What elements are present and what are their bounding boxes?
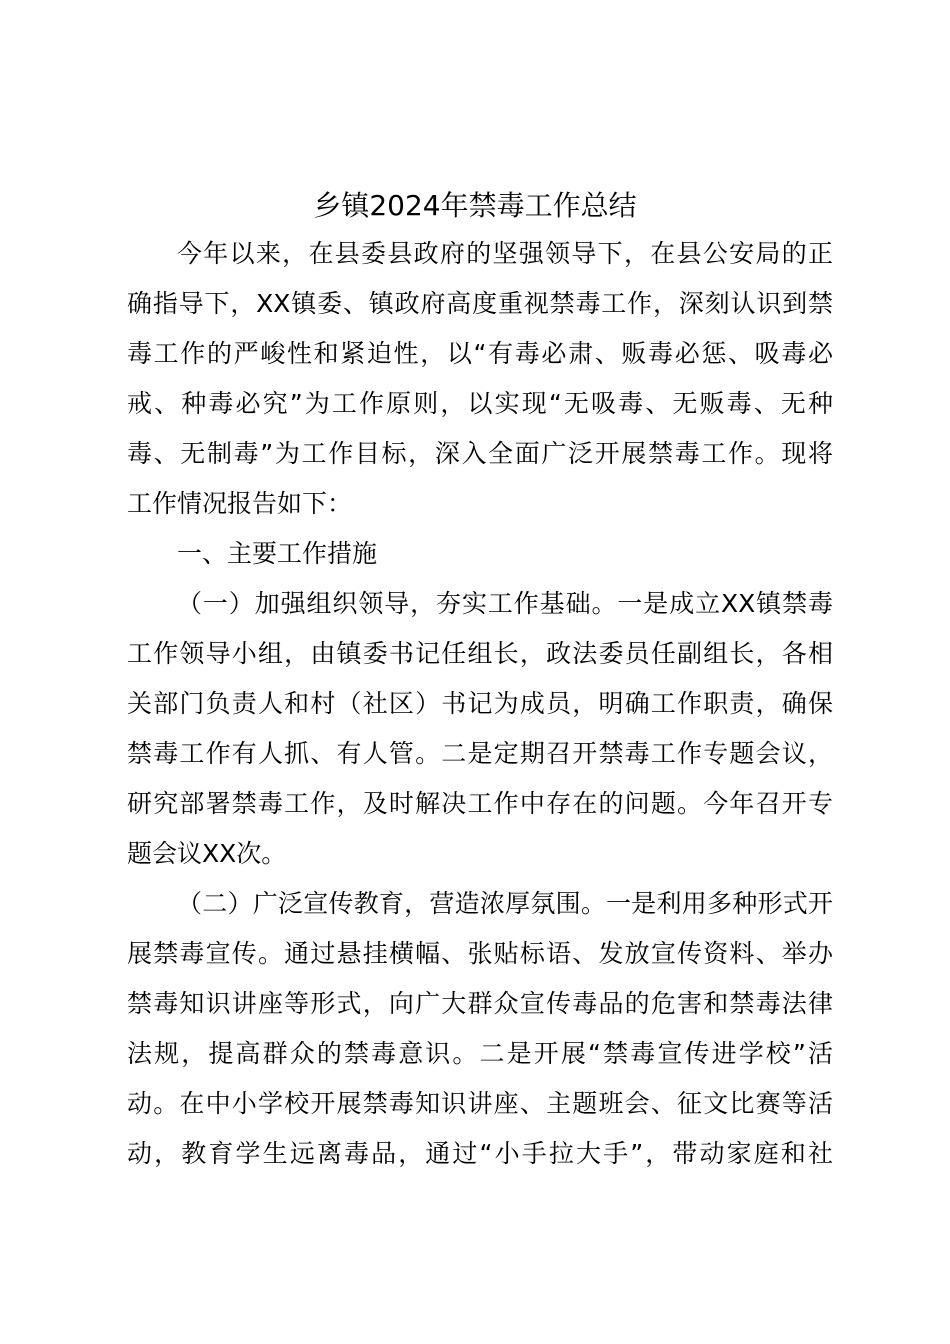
paragraph-line: 禁毒知识讲座等形式，向广大群众宣传毒品的危害和禁毒法律 <box>127 989 833 1018</box>
paragraph-line: 题会议XX次。 <box>127 839 287 868</box>
paragraph-line: 法规，提高群众的禁毒意识。二是开展“禁毒宣传进学校”活 <box>127 1039 833 1068</box>
paragraph-line: 关部门负责人和村（社区）书记为成员，明确工作职责，确保 <box>127 689 833 718</box>
paragraph-line: 今年以来，在县委县政府的坚强领导下，在县公安局的正 <box>177 239 833 268</box>
paragraph-line: 工作领导小组，由镇委书记任组长，政法委员任副组长，各相 <box>127 639 833 668</box>
paragraph-line: 禁毒工作有人抓、有人管。二是定期召开禁毒工作专题会议， <box>127 739 833 768</box>
paragraph-line: 研究部署禁毒工作，及时解决工作中存在的问题。今年召开专 <box>127 789 833 818</box>
paragraph-line: 动。在中小学校开展禁毒知识讲座、主题班会、征文比赛等活 <box>127 1089 833 1118</box>
document-title: 乡镇2024年禁毒工作总结 <box>313 189 637 222</box>
paragraph-line: 工作情况报告如下： <box>127 489 353 518</box>
section-heading: 一、主要工作措施 <box>177 539 378 568</box>
paragraph-line: （二）广泛宣传教育，营造浓厚氛围。一是利用多种形式开 <box>177 889 833 918</box>
paragraph-line: 毒、无制毒”为工作目标，深入全面广泛开展禁毒工作。现将 <box>127 439 833 468</box>
paragraph-line: 确指导下，XX镇委、镇政府高度重视禁毒工作，深刻认识到禁 <box>127 289 833 318</box>
paragraph-line: 动，教育学生远离毒品，通过“小手拉大手”，带动家庭和社 <box>127 1139 833 1168</box>
paragraph-line: 毒工作的严峻性和紧迫性，以“有毒必肃、贩毒必惩、吸毒必 <box>127 339 833 368</box>
paragraph-line: （一）加强组织领导，夯实工作基础。一是成立XX镇禁毒 <box>177 589 833 618</box>
paragraph-line: 展禁毒宣传。通过悬挂横幅、张贴标语、发放宣传资料、举办 <box>127 939 833 968</box>
paragraph-line: 戒、种毒必究”为工作原则，以实现“无吸毒、无贩毒、无种 <box>127 389 833 418</box>
